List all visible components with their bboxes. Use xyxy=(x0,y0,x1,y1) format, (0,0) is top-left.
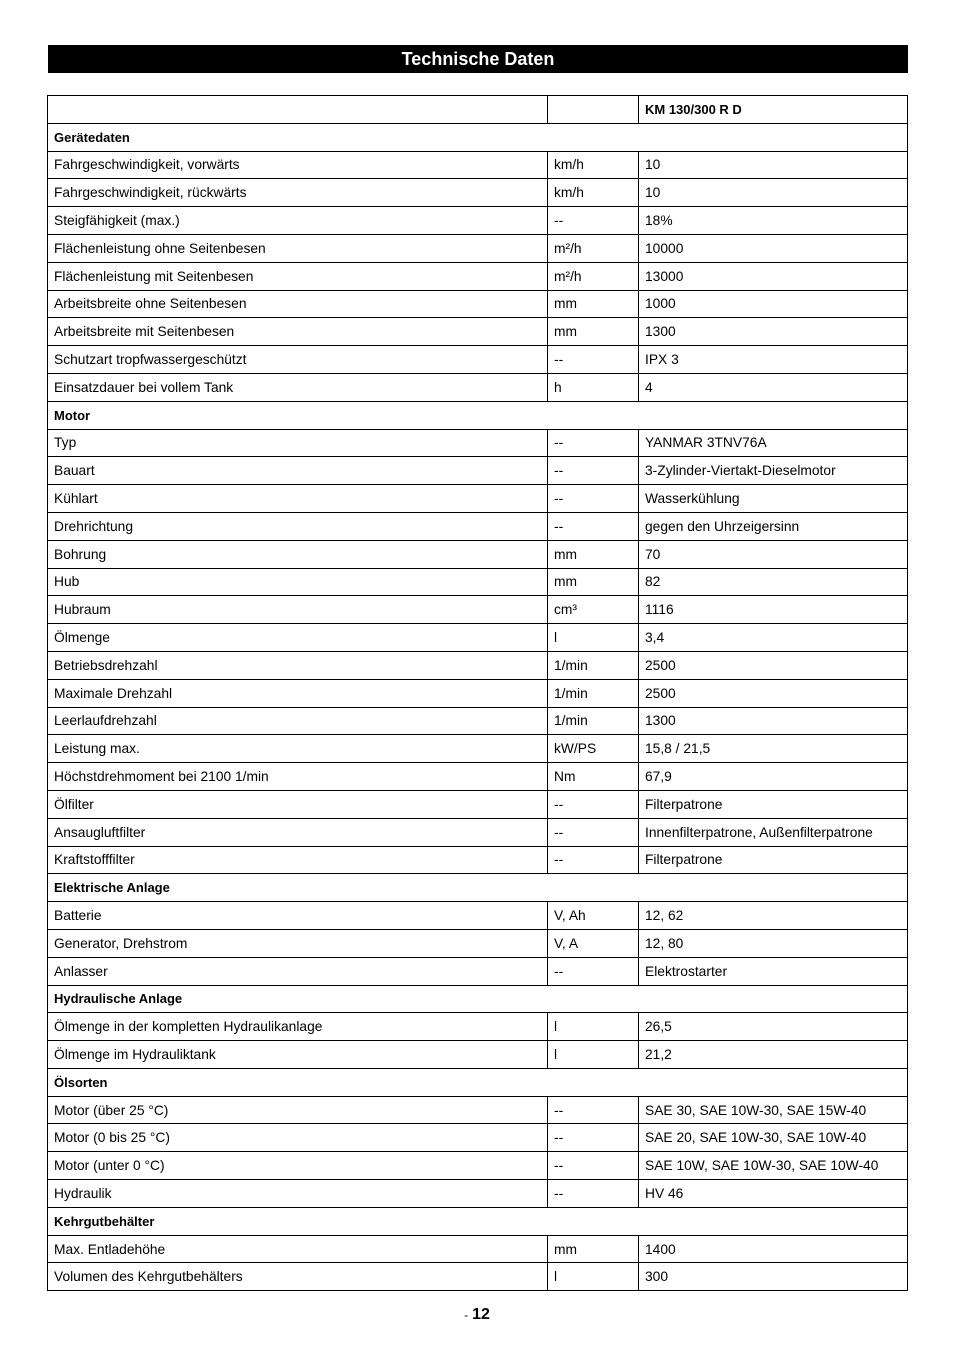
table-row xyxy=(48,1180,908,1208)
footer-dash: - xyxy=(464,1308,469,1322)
unit-cell: cm³ xyxy=(548,596,639,624)
table-row xyxy=(48,207,908,235)
table-row xyxy=(48,651,908,679)
value-cell: Innenfilterpatrone, Außenfilterpatrone xyxy=(639,818,908,846)
value-cell: 2500 xyxy=(639,679,908,707)
section-header-row xyxy=(48,1207,908,1235)
value-cell: 13000 xyxy=(639,262,908,290)
unit-cell: kW/PS xyxy=(548,735,639,763)
unit-cell: mm xyxy=(548,568,639,596)
page-title: Technische Daten xyxy=(48,45,908,73)
table-row xyxy=(48,929,908,957)
value-cell: 26,5 xyxy=(639,1013,908,1041)
unit-cell: -- xyxy=(548,1180,639,1208)
unit-cell: -- xyxy=(548,512,639,540)
unit-cell: -- xyxy=(548,818,639,846)
unit-cell: V, A xyxy=(548,929,639,957)
parameter-cell: Fahrgeschwindigkeit, vorwärts xyxy=(48,151,548,179)
table-row xyxy=(48,179,908,207)
unit-cell: -- xyxy=(548,846,639,874)
value-cell: 67,9 xyxy=(639,763,908,791)
unit-cell: V, Ah xyxy=(548,902,639,930)
unit-cell: m²/h xyxy=(548,262,639,290)
value-cell: 21,2 xyxy=(639,1041,908,1069)
unit-cell: -- xyxy=(548,1152,639,1180)
table-row xyxy=(48,1263,908,1291)
section-header-row xyxy=(48,874,908,902)
value-cell: 12, 80 xyxy=(639,929,908,957)
table-row xyxy=(48,568,908,596)
parameter-cell: Hub xyxy=(48,568,548,596)
value-cell: 1116 xyxy=(639,596,908,624)
unit-cell: mm xyxy=(548,540,639,568)
parameter-cell: Kraftstofffilter xyxy=(48,846,548,874)
unit-cell: 1/min xyxy=(548,707,639,735)
value-cell: 3,4 xyxy=(639,624,908,652)
unit-cell: l xyxy=(548,1263,639,1291)
model-name: KM 130/300 R D xyxy=(639,96,908,124)
table-row xyxy=(48,512,908,540)
parameter-cell: Bohrung xyxy=(48,540,548,568)
unit-cell: l xyxy=(548,624,639,652)
value-cell: 4 xyxy=(639,373,908,401)
value-cell: 1300 xyxy=(639,318,908,346)
section-header-row xyxy=(48,123,908,151)
unit-cell: -- xyxy=(548,457,639,485)
section-heading: Kehrgutbehälter xyxy=(48,1207,908,1235)
table-row xyxy=(48,1235,908,1263)
unit-cell: -- xyxy=(548,957,639,985)
section-heading: Motor xyxy=(48,401,908,429)
section-header-row xyxy=(48,1068,908,1096)
table-row xyxy=(48,318,908,346)
table-row xyxy=(48,902,908,930)
parameter-cell: Höchstdrehmoment bei 2100 1/min xyxy=(48,763,548,791)
table-row xyxy=(48,1152,908,1180)
unit-cell: mm xyxy=(548,1235,639,1263)
table-row xyxy=(48,1096,908,1124)
parameter-cell: Ölmenge im Hydrauliktank xyxy=(48,1041,548,1069)
table-row xyxy=(48,262,908,290)
table-row xyxy=(48,735,908,763)
parameter-cell: Hydraulik xyxy=(48,1180,548,1208)
parameter-cell: Steigfähigkeit (max.) xyxy=(48,207,548,235)
value-cell: 12, 62 xyxy=(639,902,908,930)
header-unit-cell xyxy=(548,96,639,124)
value-cell: Wasserkühlung xyxy=(639,485,908,513)
parameter-cell: Ansaugluftfilter xyxy=(48,818,548,846)
parameter-cell: Motor (unter 0 °C) xyxy=(48,1152,548,1180)
header-empty-cell xyxy=(48,96,548,124)
table-row xyxy=(48,790,908,818)
section-heading: Gerätedaten xyxy=(48,123,908,151)
value-cell: SAE 30, SAE 10W-30, SAE 15W-40 xyxy=(639,1096,908,1124)
parameter-cell: Betriebsdrehzahl xyxy=(48,651,548,679)
parameter-cell: Flächenleistung ohne Seitenbesen xyxy=(48,234,548,262)
section-header-row xyxy=(48,401,908,429)
value-cell: 70 xyxy=(639,540,908,568)
table-row xyxy=(48,346,908,374)
value-cell: 15,8 / 21,5 xyxy=(639,735,908,763)
parameter-cell: Fahrgeschwindigkeit, rückwärts xyxy=(48,179,548,207)
parameter-cell: Typ xyxy=(48,429,548,457)
parameter-cell: Drehrichtung xyxy=(48,512,548,540)
value-cell: 10000 xyxy=(639,234,908,262)
unit-cell: -- xyxy=(548,485,639,513)
value-cell: YANMAR 3TNV76A xyxy=(639,429,908,457)
table-row xyxy=(48,1124,908,1152)
parameter-cell: Generator, Drehstrom xyxy=(48,929,548,957)
unit-cell: mm xyxy=(548,290,639,318)
value-cell: 1400 xyxy=(639,1235,908,1263)
table-row xyxy=(48,818,908,846)
page-footer xyxy=(0,1306,954,1324)
section-heading: Hydraulische Anlage xyxy=(48,985,908,1013)
value-cell: HV 46 xyxy=(639,1180,908,1208)
table-row xyxy=(48,763,908,791)
table-header-row xyxy=(48,96,908,124)
value-cell: SAE 10W, SAE 10W-30, SAE 10W-40 xyxy=(639,1152,908,1180)
table-row xyxy=(48,707,908,735)
value-cell: Filterpatrone xyxy=(639,790,908,818)
parameter-cell: Arbeitsbreite mit Seitenbesen xyxy=(48,318,548,346)
parameter-cell: Motor (über 25 °C) xyxy=(48,1096,548,1124)
parameter-cell: Bauart xyxy=(48,457,548,485)
unit-cell: 1/min xyxy=(548,651,639,679)
parameter-cell: Max. Entladehöhe xyxy=(48,1235,548,1263)
unit-cell: -- xyxy=(548,207,639,235)
unit-cell: mm xyxy=(548,318,639,346)
table-row xyxy=(48,373,908,401)
parameter-cell: Ölfilter xyxy=(48,790,548,818)
table-row xyxy=(48,540,908,568)
value-cell: SAE 20, SAE 10W-30, SAE 10W-40 xyxy=(639,1124,908,1152)
unit-cell: -- xyxy=(548,1096,639,1124)
unit-cell: km/h xyxy=(548,151,639,179)
table-row xyxy=(48,596,908,624)
table-row xyxy=(48,957,908,985)
parameter-cell: Ölmenge xyxy=(48,624,548,652)
table-row xyxy=(48,457,908,485)
unit-cell: m²/h xyxy=(548,234,639,262)
table-row xyxy=(48,151,908,179)
value-cell: IPX 3 xyxy=(639,346,908,374)
unit-cell: h xyxy=(548,373,639,401)
section-heading: Ölsorten xyxy=(48,1068,908,1096)
unit-cell: l xyxy=(548,1013,639,1041)
value-cell: 18% xyxy=(639,207,908,235)
parameter-cell: Flächenleistung mit Seitenbesen xyxy=(48,262,548,290)
value-cell: 10 xyxy=(639,179,908,207)
parameter-cell: Kühlart xyxy=(48,485,548,513)
parameter-cell: Maximale Drehzahl xyxy=(48,679,548,707)
parameter-cell: Ölmenge in der kompletten Hydraulikanlage xyxy=(48,1013,548,1041)
parameter-cell: Leerlaufdrehzahl xyxy=(48,707,548,735)
value-cell: 82 xyxy=(639,568,908,596)
section-header-row xyxy=(48,985,908,1013)
unit-cell: Nm xyxy=(548,763,639,791)
section-heading: Elektrische Anlage xyxy=(48,874,908,902)
table-row xyxy=(48,1013,908,1041)
spec-table xyxy=(47,95,908,1291)
unit-cell: km/h xyxy=(548,179,639,207)
value-cell: gegen den Uhrzeigersinn xyxy=(639,512,908,540)
unit-cell: 1/min xyxy=(548,679,639,707)
parameter-cell: Anlasser xyxy=(48,957,548,985)
spec-table-body xyxy=(48,96,908,1291)
parameter-cell: Einsatzdauer bei vollem Tank xyxy=(48,373,548,401)
value-cell: Filterpatrone xyxy=(639,846,908,874)
page-number: 12 xyxy=(472,1306,490,1323)
table-row xyxy=(48,679,908,707)
unit-cell: -- xyxy=(548,346,639,374)
parameter-cell: Volumen des Kehrgutbehälters xyxy=(48,1263,548,1291)
unit-cell: -- xyxy=(548,429,639,457)
table-row xyxy=(48,1041,908,1069)
table-row xyxy=(48,234,908,262)
parameter-cell: Leistung max. xyxy=(48,735,548,763)
value-cell: 3-Zylinder-Viertakt-Dieselmotor xyxy=(639,457,908,485)
table-row xyxy=(48,624,908,652)
value-cell: 1300 xyxy=(639,707,908,735)
parameter-cell: Hubraum xyxy=(48,596,548,624)
value-cell: 2500 xyxy=(639,651,908,679)
parameter-cell: Schutzart tropfwassergeschützt xyxy=(48,346,548,374)
table-row xyxy=(48,485,908,513)
table-row xyxy=(48,846,908,874)
unit-cell: -- xyxy=(548,1124,639,1152)
value-cell: 300 xyxy=(639,1263,908,1291)
value-cell: 1000 xyxy=(639,290,908,318)
table-row xyxy=(48,429,908,457)
parameter-cell: Motor (0 bis 25 °C) xyxy=(48,1124,548,1152)
unit-cell: l xyxy=(548,1041,639,1069)
value-cell: 10 xyxy=(639,151,908,179)
table-row xyxy=(48,290,908,318)
parameter-cell: Arbeitsbreite ohne Seitenbesen xyxy=(48,290,548,318)
value-cell: Elektrostarter xyxy=(639,957,908,985)
unit-cell: -- xyxy=(548,790,639,818)
parameter-cell: Batterie xyxy=(48,902,548,930)
